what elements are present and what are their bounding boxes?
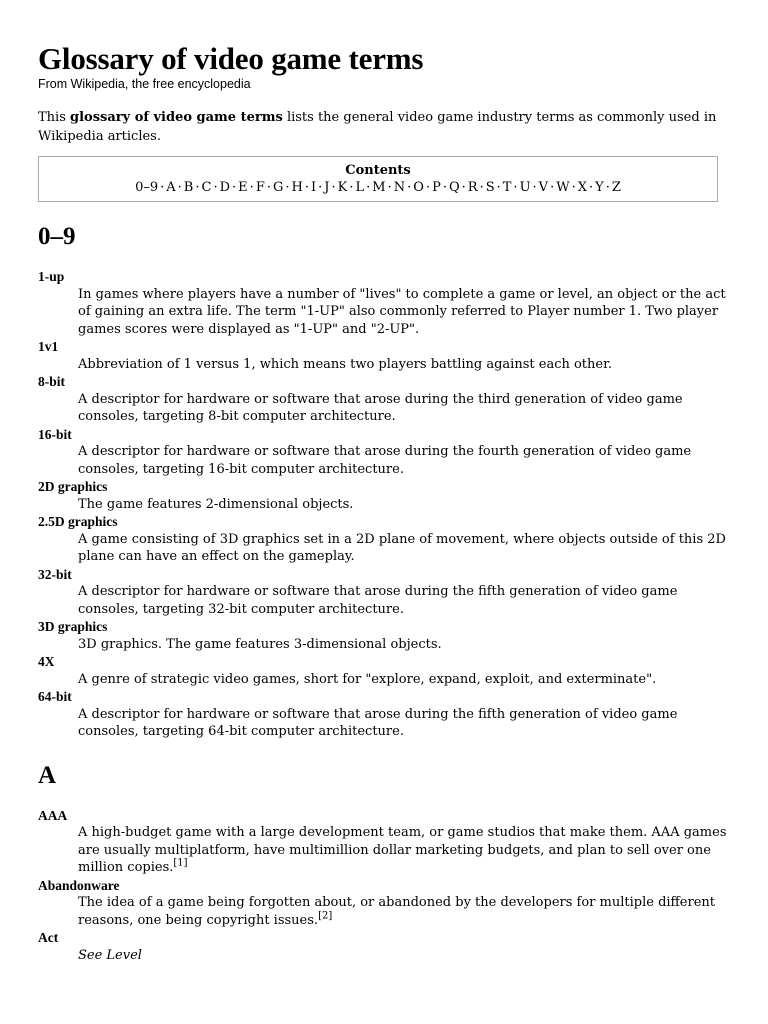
toc-link[interactable]: V (538, 180, 549, 195)
toc-link[interactable]: 0–9 (135, 180, 159, 195)
glossary-definition (78, 636, 738, 654)
intro-text-before: This (38, 110, 71, 125)
toc-link[interactable]: B (183, 180, 194, 195)
toc-link[interactable]: W (556, 180, 570, 195)
intro-text-after: lists the general video game industry terms as commonly used in Wikipedia articles. (38, 110, 717, 144)
glossary-sections (38, 222, 728, 964)
reference-link[interactable]: [1] (173, 857, 188, 869)
toc-separator: · (442, 180, 447, 195)
glossary-definition (78, 706, 738, 741)
toc-separator: · (232, 180, 237, 195)
toc-separator: · (605, 180, 610, 195)
toc-link[interactable]: E (238, 180, 248, 195)
glossary-definition (78, 496, 738, 514)
glossary-term: 1v1 (38, 339, 59, 354)
toc-separator: · (213, 180, 218, 195)
glossary-definition (78, 824, 738, 877)
glossary-definition (78, 443, 738, 478)
toc-link[interactable]: Q (448, 180, 460, 195)
toc-separator: · (285, 180, 290, 195)
definition-text: The game features 2-dimensional objects. (78, 496, 354, 512)
glossary-term: AAA (38, 807, 68, 823)
definition-text: 3D graphics. The game features 3-dimensional objects. (78, 636, 442, 652)
toc-link[interactable]: G (272, 180, 284, 195)
glossary-term: 32-bit (38, 566, 72, 582)
toc-link[interactable]: L (355, 180, 365, 195)
glossary-term: 3D graphics (38, 619, 108, 634)
toc-separator: · (550, 180, 555, 195)
toc-separator: · (349, 180, 354, 195)
definition-text: A genre of strategic video games, short for "explore, expand, exploit, and exterminate". (78, 671, 657, 687)
toc-separator: · (513, 180, 518, 195)
glossary-definition (78, 947, 738, 965)
toc-link[interactable]: F (255, 180, 265, 195)
definition-text: In games where players have a number of "lives" to complete a game or level, an object or the act of gaining an extra life. The term "1-UP" also commonly referred to Player number 1. Two player games scores were displayed as "1-UP" and "2-UP". (78, 286, 726, 337)
definition-text: See Level (78, 947, 142, 963)
toc-separator: · (195, 180, 200, 195)
toc-link[interactable]: C (201, 180, 212, 195)
toc-link[interactable]: P (432, 180, 441, 195)
section-heading: A (38, 761, 57, 789)
glossary-term: 64-bit (38, 689, 72, 704)
toc-separator: · (461, 180, 466, 195)
glossary-definition (78, 531, 738, 566)
toc-separator: · (532, 180, 537, 195)
toc-link[interactable]: A (166, 180, 176, 195)
toc-separator: · (366, 180, 371, 195)
toc-link[interactable]: H (291, 180, 303, 195)
toc-link[interactable]: J (324, 180, 330, 195)
definition-text: A descriptor for hardware or software that arose during the third generation of video game consoles, targeting 8-bit computer architecture. (78, 391, 683, 424)
toc-separator: · (160, 180, 165, 195)
glossary-definition (78, 894, 738, 929)
glossary-term: 1-up (38, 269, 65, 284)
toc-link[interactable]: Y (595, 180, 604, 195)
glossary-term: 2.5D graphics (38, 514, 118, 529)
toc-separator: · (387, 180, 392, 195)
toc-separator: · (571, 180, 576, 195)
definition-text: Abbreviation of 1 versus 1, which means two players battling against each other. (78, 356, 613, 372)
glossary-list (38, 807, 728, 965)
glossary-term: 4X (38, 654, 55, 669)
definition-text: The idea of a game being forgotten about, or abandoned by the developers for multiple different reasons, one being copyright issues. (78, 895, 715, 928)
toc-separator: · (496, 180, 501, 195)
toc-links (39, 179, 717, 196)
page-subtitle: From Wikipedia, the free encyclopedia (38, 77, 251, 91)
toc-link[interactable]: X (577, 180, 587, 195)
toc-separator: · (479, 180, 484, 195)
toc-link[interactable]: M (372, 180, 386, 195)
toc-separator: · (407, 180, 412, 195)
toc-title: Contents (345, 163, 411, 178)
toc-link[interactable]: I (311, 180, 317, 195)
definition-text: A game consisting of 3D graphics set in a 2D plane of movement, where objects outside of this 2D plane can have an effect on the gameplay. (78, 531, 726, 564)
page-title: Glossary of video game terms (38, 41, 424, 76)
definition-text: A high-budget game with a large development team, or game studios that make them. AAA games are usually multiplatform, have multimillion dollar marketing budgets, and plan to sell over one million copies. (78, 825, 727, 875)
toc-link[interactable]: U (519, 180, 531, 195)
toc-separator: · (304, 180, 309, 195)
glossary-term: 8-bit (38, 374, 65, 389)
toc-link[interactable]: K (337, 180, 348, 195)
glossary-term: 16-bit (38, 426, 72, 442)
definition-text: A descriptor for hardware or software that arose during the fourth generation of video game consoles, targeting 16-bit computer architecture. (78, 444, 692, 477)
table-of-contents (38, 156, 718, 202)
glossary-definition (78, 671, 738, 689)
toc-link[interactable]: N (393, 180, 406, 195)
glossary-definition (78, 286, 738, 339)
toc-link[interactable]: Z (611, 180, 621, 195)
glossary-definition (78, 583, 738, 618)
toc-link[interactable]: S (485, 180, 495, 195)
glossary-term: Abandonware (38, 877, 120, 893)
glossary-definition (78, 356, 738, 374)
toc-separator: · (331, 180, 336, 195)
toc-link[interactable]: D (219, 180, 231, 195)
toc-separator: · (177, 180, 182, 195)
reference-link[interactable]: [2] (318, 910, 333, 922)
toc-separator: · (425, 180, 431, 195)
definition-text: A descriptor for hardware or software that arose during the fifth generation of video game consoles, targeting 64-bit computer architecture. (78, 706, 678, 739)
toc-link[interactable]: T (502, 180, 512, 195)
section-heading: 0–9 (38, 223, 76, 250)
intro-paragraph (38, 108, 718, 146)
toc-separator: · (249, 180, 254, 195)
glossary-term: 2D graphics (38, 479, 108, 494)
glossary-list (38, 268, 728, 741)
toc-link[interactable]: O (413, 180, 424, 195)
intro-bold-term: glossary of video game terms (70, 110, 283, 125)
toc-link[interactable]: R (467, 180, 478, 195)
toc-separator: · (588, 180, 594, 195)
toc-separator: · (318, 180, 323, 195)
glossary-term: Act (38, 930, 59, 945)
glossary-definition (78, 391, 738, 426)
definition-text: A descriptor for hardware or software that arose during the fifth generation of video game consoles, targeting 32-bit computer architecture. (78, 584, 678, 617)
toc-separator: · (266, 180, 271, 195)
